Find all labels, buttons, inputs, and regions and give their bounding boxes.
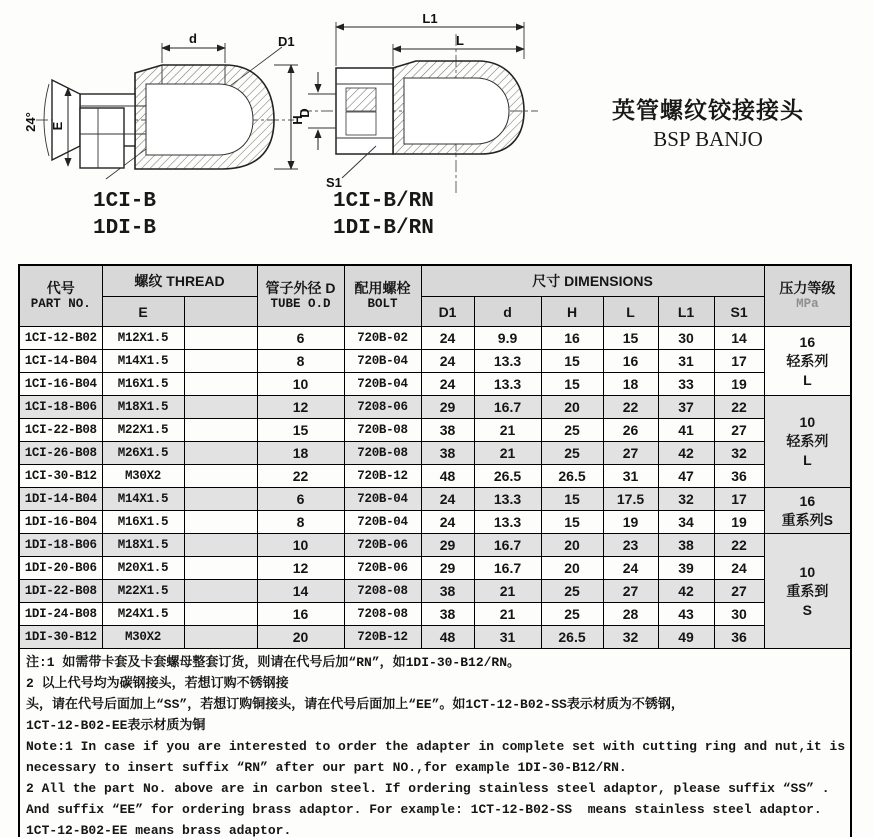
cell-h: 20 <box>541 557 603 580</box>
cell-d: 16.7 <box>474 534 541 557</box>
table-row <box>19 373 851 396</box>
cell-tube: 12 <box>257 557 344 580</box>
title-block <box>552 92 864 152</box>
cell-s1: 19 <box>714 373 764 396</box>
table-row <box>19 603 851 626</box>
cell-s1: 36 <box>714 465 764 488</box>
caption-line: 1CI-B/RN <box>333 190 434 213</box>
caption-line: 1DI-B/RN <box>333 217 434 240</box>
nut-block <box>80 108 124 168</box>
cell-l1: 42 <box>658 442 714 465</box>
cell-d1: 24 <box>421 511 474 534</box>
cell-l1: 30 <box>658 327 714 350</box>
eye-cavity <box>404 78 509 144</box>
cell-s1: 24 <box>714 557 764 580</box>
cell-tube: 22 <box>257 465 344 488</box>
cell-d1: 24 <box>421 488 474 511</box>
cell-l1: 34 <box>658 511 714 534</box>
cell-thread: M30X2 <box>102 626 184 649</box>
cell-d1: 38 <box>421 419 474 442</box>
table-row <box>19 511 851 534</box>
cell-l: 16 <box>603 350 658 373</box>
pressure-group-cell: 16 重系列S <box>764 488 851 534</box>
table-row <box>19 488 851 511</box>
cell-h: 26.5 <box>541 626 603 649</box>
note-line: Note:1 In case if you are interested to order the adapter in complete set with cutting ring and nut,it is <box>26 739 846 754</box>
cell-thread: M14X1.5 <box>102 350 184 373</box>
cell-d1: 48 <box>421 626 474 649</box>
header-dim-l: L <box>603 297 658 327</box>
cell-part: 1CI-30-B12 <box>19 465 102 488</box>
cell-l: 15 <box>603 327 658 350</box>
cell-thread: M16X1.5 <box>102 511 184 534</box>
notes-row <box>19 649 851 837</box>
cell-l1: 41 <box>658 419 714 442</box>
cell-d: 31 <box>474 626 541 649</box>
header-part-no <box>19 265 102 327</box>
header-part-en: PART NO. <box>30 297 91 311</box>
cell-bolt: 720B-04 <box>344 373 421 396</box>
cell-d: 13.3 <box>474 488 541 511</box>
cell-s1: 36 <box>714 626 764 649</box>
dimensions-table-wrap <box>18 264 852 837</box>
cell-thread: M14X1.5 <box>102 488 184 511</box>
table-row <box>19 580 851 603</box>
drawing-banjo-with-nut <box>288 6 548 201</box>
cell-s1: 14 <box>714 327 764 350</box>
table-row <box>19 419 851 442</box>
cell-l: 26 <box>603 419 658 442</box>
note-line: 2 All the part No. above are in carbon steel. If ordering stainless steel adaptor, please suffix “SS” . <box>26 781 830 796</box>
cell-l1: 43 <box>658 603 714 626</box>
cell-part: 1DI-18-B06 <box>19 534 102 557</box>
cell-d: 16.7 <box>474 396 541 419</box>
cell-thread: M20X1.5 <box>102 557 184 580</box>
cell-part: 1DI-20-B06 <box>19 557 102 580</box>
cell-l: 22 <box>603 396 658 419</box>
cell-d1: 38 <box>421 603 474 626</box>
cell-tube: 16 <box>257 603 344 626</box>
cell-l1: 31 <box>658 350 714 373</box>
caption-left <box>93 188 156 242</box>
cell-part: 1DI-14-B04 <box>19 488 102 511</box>
table-row <box>19 626 851 649</box>
cell-thread: M22X1.5 <box>102 419 184 442</box>
page-title-cn: 英管螺纹铰接接头 <box>612 97 804 123</box>
dim-label-d: d <box>189 31 197 46</box>
cell-s1: 27 <box>714 580 764 603</box>
cell-thread-extra <box>184 373 257 396</box>
header-tube-od <box>257 265 344 327</box>
header-pressure-cn: 压力等级 <box>779 280 836 296</box>
table-row <box>19 350 851 373</box>
cell-thread-extra <box>184 626 257 649</box>
table-row <box>19 396 851 419</box>
cell-bolt: 720B-12 <box>344 465 421 488</box>
header-dimensions: 尺寸 DIMENSIONS <box>421 265 764 297</box>
cell-tube: 10 <box>257 534 344 557</box>
cell-h: 20 <box>541 396 603 419</box>
cell-l1: 38 <box>658 534 714 557</box>
header-thread: 螺纹 THREAD <box>102 265 257 297</box>
cell-bolt: 720B-06 <box>344 534 421 557</box>
header-bolt-cn: 配用螺栓 <box>354 280 411 296</box>
dim-label-angle: 24° <box>23 112 38 132</box>
cell-thread-extra <box>184 350 257 373</box>
cell-tube: 10 <box>257 373 344 396</box>
cell-d1: 29 <box>421 557 474 580</box>
header-dim-l1: L1 <box>658 297 714 327</box>
cell-part: 1CI-14-B04 <box>19 350 102 373</box>
header-bolt <box>344 265 421 327</box>
cell-thread: M26X1.5 <box>102 442 184 465</box>
note-line: 1CT-12-B02-EE means brass adaptor. <box>26 823 292 837</box>
note-line: 1CT-12-B02-EE表示材质为铜 <box>26 718 206 733</box>
cell-d1: 24 <box>421 373 474 396</box>
cell-thread-extra <box>184 488 257 511</box>
cell-s1: 17 <box>714 350 764 373</box>
cell-l1: 42 <box>658 580 714 603</box>
cell-s1: 22 <box>714 534 764 557</box>
cell-part: 1CI-16-B04 <box>19 373 102 396</box>
drawing-banjo-eye <box>22 16 307 191</box>
cell-thread-extra <box>184 557 257 580</box>
cell-tube: 14 <box>257 580 344 603</box>
cell-part: 1DI-16-B04 <box>19 511 102 534</box>
cell-l: 32 <box>603 626 658 649</box>
cell-h: 26.5 <box>541 465 603 488</box>
note-line: necessary to insert suffix “RN” after our part NO.,for example 1DI-30-B12/RN. <box>26 760 627 775</box>
cell-h: 15 <box>541 373 603 396</box>
note-line: And suffix “EE” for ordering brass adaptor. For example: 1CT-12-B02-SS means stainless steel adaptor. <box>26 802 822 817</box>
cell-part: 1DI-30-B12 <box>19 626 102 649</box>
cell-s1: 22 <box>714 396 764 419</box>
cell-h: 15 <box>541 511 603 534</box>
cell-d1: 24 <box>421 327 474 350</box>
cell-d1: 38 <box>421 580 474 603</box>
cell-s1: 32 <box>714 442 764 465</box>
cell-l: 31 <box>603 465 658 488</box>
cell-d1: 29 <box>421 534 474 557</box>
thread-section <box>346 88 376 111</box>
cell-s1: 27 <box>714 419 764 442</box>
cell-thread: M30X2 <box>102 465 184 488</box>
pressure-group-cell: 16 轻系列 L <box>764 327 851 396</box>
cell-d: 21 <box>474 603 541 626</box>
header-dim-d: d <box>474 297 541 327</box>
header-thread-e: E <box>102 297 184 327</box>
cell-d: 13.3 <box>474 511 541 534</box>
cell-d: 13.3 <box>474 373 541 396</box>
cell-bolt: 7208-08 <box>344 603 421 626</box>
cell-d: 21 <box>474 419 541 442</box>
cell-l: 24 <box>603 557 658 580</box>
cell-tube: 12 <box>257 396 344 419</box>
cell-d: 13.3 <box>474 350 541 373</box>
cell-h: 25 <box>541 442 603 465</box>
header-dim-s1: S1 <box>714 297 764 327</box>
cell-l1: 47 <box>658 465 714 488</box>
cell-part: 1CI-18-B06 <box>19 396 102 419</box>
dim-label-l: L <box>456 33 464 48</box>
cell-l: 17.5 <box>603 488 658 511</box>
cell-bolt: 720B-08 <box>344 442 421 465</box>
cell-l1: 32 <box>658 488 714 511</box>
cell-bolt: 720B-04 <box>344 350 421 373</box>
cell-d1: 48 <box>421 465 474 488</box>
cell-thread-extra <box>184 442 257 465</box>
table-row <box>19 327 851 350</box>
header-pressure <box>764 265 851 327</box>
cell-bolt: 720B-06 <box>344 557 421 580</box>
cell-bolt: 720B-08 <box>344 419 421 442</box>
table-row <box>19 442 851 465</box>
dim-label-dd: D <box>297 108 312 118</box>
dim-label-l1: L1 <box>422 11 438 26</box>
cell-bolt: 7208-08 <box>344 580 421 603</box>
dimensions-table <box>18 264 852 837</box>
header-dim-h: H <box>541 297 603 327</box>
header-tube-en: TUBE O.D <box>270 297 331 311</box>
cell-l: 18 <box>603 373 658 396</box>
cell-bolt: 720B-04 <box>344 488 421 511</box>
header-tube-cn: 管子外径 D <box>265 280 336 296</box>
table-row <box>19 534 851 557</box>
cell-h: 25 <box>541 580 603 603</box>
cell-l: 27 <box>603 442 658 465</box>
dim-label-e: E <box>50 121 65 131</box>
table-row <box>19 557 851 580</box>
header-dim-d1: D1 <box>421 297 474 327</box>
cell-h: 25 <box>541 419 603 442</box>
cell-part: 1CI-22-B08 <box>19 419 102 442</box>
cell-tube: 6 <box>257 488 344 511</box>
note-line: 注:1 如需带卡套及卡套螺母整套订货，则请在代号后加“RN”，如1DI-30-B12/RN。 <box>26 655 521 670</box>
cell-d: 26.5 <box>474 465 541 488</box>
cell-d: 16.7 <box>474 557 541 580</box>
cell-thread: M18X1.5 <box>102 396 184 419</box>
cell-h: 20 <box>541 534 603 557</box>
cell-thread-extra <box>184 419 257 442</box>
cell-l: 28 <box>603 603 658 626</box>
cell-h: 25 <box>541 603 603 626</box>
cell-part: 1CI-26-B08 <box>19 442 102 465</box>
cell-bolt: 720B-12 <box>344 626 421 649</box>
cell-h: 15 <box>541 350 603 373</box>
header-part-cn: 代号 <box>46 280 75 296</box>
cell-thread-extra <box>184 511 257 534</box>
caption-right <box>333 188 434 242</box>
cell-d: 21 <box>474 580 541 603</box>
caption-line: 1DI-B <box>93 217 157 240</box>
cell-tube: 6 <box>257 327 344 350</box>
cell-thread: M24X1.5 <box>102 603 184 626</box>
note-line: 2 以上代号均为碳钢接头，若想订购不锈钢接 <box>26 676 289 691</box>
cell-thread-extra <box>184 327 257 350</box>
cell-thread-extra <box>184 603 257 626</box>
cell-part: 1DI-22-B08 <box>19 580 102 603</box>
page-title-en: BSP BANJO <box>653 127 763 151</box>
cell-thread-extra <box>184 465 257 488</box>
cell-thread: M16X1.5 <box>102 373 184 396</box>
dim-label-h: H <box>290 115 305 125</box>
pressure-group-cell: 10 轻系列 L <box>764 396 851 488</box>
notes-cell <box>19 649 851 837</box>
cell-l: 19 <box>603 511 658 534</box>
note-line: 头，请在代号后面加上“SS”，若想订购铜接头，请在代号后面加上“EE”。如1CT-12-B02-SS表示材质为不锈钢， <box>26 697 684 712</box>
table-row <box>19 465 851 488</box>
dim-label-d1: D1 <box>278 34 295 49</box>
cell-thread: M22X1.5 <box>102 580 184 603</box>
cell-d: 9.9 <box>474 327 541 350</box>
caption-line: 1CI-B <box>93 190 157 213</box>
pressure-group-cell: 10 重系到 S <box>764 534 851 649</box>
header-thread-extra <box>184 297 257 327</box>
cone-24 <box>52 80 80 160</box>
header-pressure-en: MPa <box>796 297 819 311</box>
cell-d1: 29 <box>421 396 474 419</box>
eye-cavity <box>146 84 253 155</box>
cell-l1: 37 <box>658 396 714 419</box>
cell-h: 16 <box>541 327 603 350</box>
cell-part: 1CI-12-B02 <box>19 327 102 350</box>
cell-l1: 39 <box>658 557 714 580</box>
cell-thread-extra <box>184 580 257 603</box>
cell-thread: M12X1.5 <box>102 327 184 350</box>
cell-l1: 33 <box>658 373 714 396</box>
header-bolt-en: BOLT <box>367 297 398 311</box>
cell-tube: 8 <box>257 511 344 534</box>
cell-thread-extra <box>184 396 257 419</box>
cell-d: 21 <box>474 442 541 465</box>
cell-d1: 38 <box>421 442 474 465</box>
cell-bolt: 7208-06 <box>344 396 421 419</box>
dim-label-s1: S1 <box>326 175 342 190</box>
cell-bolt: 720B-02 <box>344 327 421 350</box>
cell-l: 27 <box>603 580 658 603</box>
cell-d1: 24 <box>421 350 474 373</box>
cell-s1: 19 <box>714 511 764 534</box>
cell-tube: 18 <box>257 442 344 465</box>
cell-bolt: 720B-04 <box>344 511 421 534</box>
cell-part: 1DI-24-B08 <box>19 603 102 626</box>
cell-l: 23 <box>603 534 658 557</box>
cell-s1: 30 <box>714 603 764 626</box>
cell-tube: 15 <box>257 419 344 442</box>
cell-thread-extra <box>184 534 257 557</box>
cell-h: 15 <box>541 488 603 511</box>
cell-tube: 20 <box>257 626 344 649</box>
cell-s1: 17 <box>714 488 764 511</box>
cell-l1: 49 <box>658 626 714 649</box>
cell-thread: M18X1.5 <box>102 534 184 557</box>
cell-tube: 8 <box>257 350 344 373</box>
